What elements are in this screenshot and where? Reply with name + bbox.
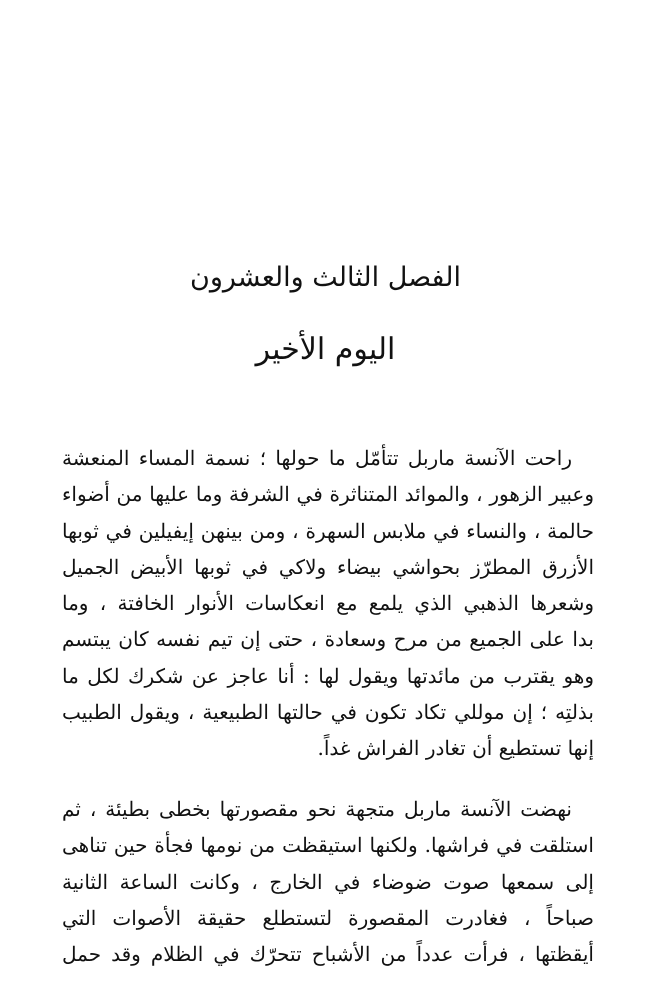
paragraph-line: راحت الآنسة ماربل تتأمّل ما حولها ؛ نسمة المساء المنعشة <box>62 446 572 470</box>
paragraph-line: وعبير الزهور ، والموائد المتناثرة في الشرفة وما عليها من أضواء <box>62 482 594 507</box>
paragraph-line: وشعرها الذهبي الذي يلمع مع انعكاسات الأنوار الخافتة ، وما <box>62 591 594 616</box>
paragraph-line: إلى سمعها صوت ضوضاء في الخارج ، وكانت الساعة الثانية <box>62 869 594 894</box>
paragraph-line: الأزرق المطرّز بحواشي بيضاء ولاكي في ثوبها الأبيض الجميل <box>62 554 594 579</box>
paragraph-line: حالمة ، والنساء في ملابس السهرة ، ومن بينهن إيفيلين في ثوبها <box>62 518 594 543</box>
paragraph-2 <box>62 791 594 972</box>
paragraph-line: نهضت الآنسة ماربل متجهة نحو مقصورتها بخطى بطيئة ، ثم <box>62 797 572 821</box>
paragraph-line: إنها تستطيع أن تغادر الفراش غداً. <box>317 736 594 761</box>
paragraph-line: وهو يقترب من مائدتها ويقول لها : أنا عاجز عن شكرك لكل ما <box>62 663 594 688</box>
paragraph-line: بذلتِه ؛ إن موللي تكاد تكون في حالتها الطبيعية ، ويقول الطبيب <box>62 700 594 725</box>
chapter-subtitle: اليوم الأخير <box>255 332 396 367</box>
paragraph-line: صباحاً ، فغادرت المقصورة لتستطلع حقيقة الأصوات التي <box>62 905 594 930</box>
paragraph-line: استلقت في فراشها. ولكنها استيقظت من نومها فجأة حين تناهى <box>62 833 594 858</box>
paragraph-1 <box>62 440 594 767</box>
paragraph-line: أيقظتها ، فرأت عدداً من الأشباح تتحرّك في الظلام وقد حمل <box>62 942 594 967</box>
paragraph-line: بدا على الجميع من مرح وسعادة ، حتى إن تيم نفسه كان يبتسم <box>62 627 594 652</box>
chapter-title: الفصل الثالث والعشرون <box>190 262 461 293</box>
